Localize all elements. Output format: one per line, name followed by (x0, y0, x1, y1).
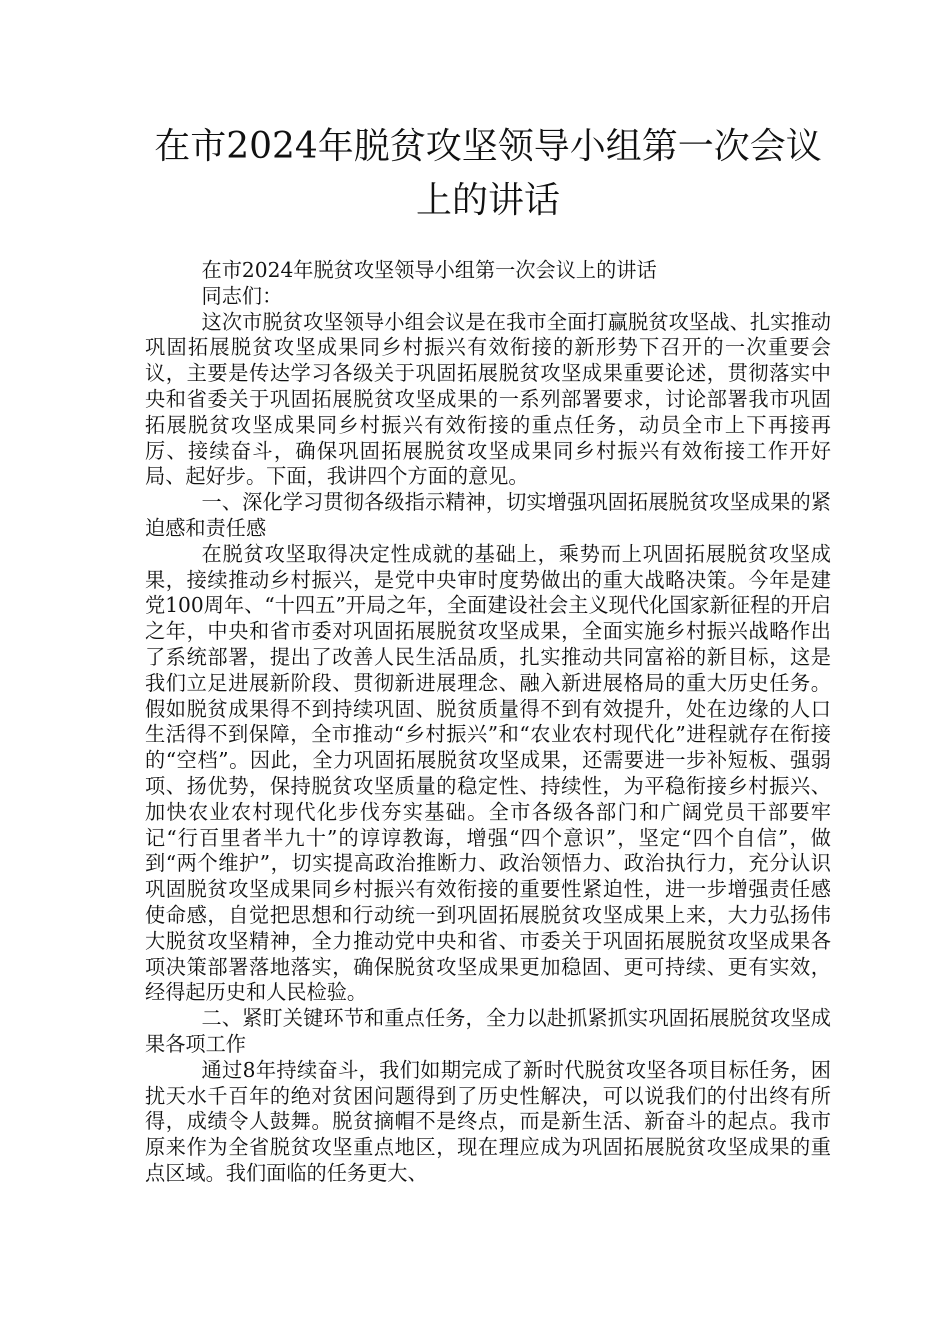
paragraph-intro: 这次市脱贫攻坚领导小组会议是在我市全面打赢脱贫攻坚战、扎实推动巩固拓展脱贫攻坚成果同乡村振兴有效衔接的新形势下召开的一次重要会议，主要是传达学习各级关于巩固拓展脱贫攻坚成果重要论述，贯彻落实中央和省委关于巩固拓展脱贫攻坚成果的一系列部署要求，讨论部署我市巩固拓展脱贫攻坚成果同乡村振兴有效衔接的重点任务，动员全市上下再接再厉、接续奋斗，确保巩固拓展脱贫攻坚成果同乡村振兴有效衔接工作开好局、起好步。下面，我讲四个方面的意见。 (145, 309, 831, 489)
document-body (145, 258, 831, 1187)
document-page (145, 120, 831, 1187)
section-heading-1: 一、深化学习贯彻各级指示精神，切实增强巩固拓展脱贫攻坚成果的紧迫感和责任感 (145, 490, 831, 540)
paragraph-section-2: 通过8年持续奋斗，我们如期完成了新时代脱贫攻坚各项目标任务，困扰天水千百年的绝对贫困问题得到了历史性解决，可以说我们的付出终有所得，成绩令人鼓舞。脱贫摘帽不是终点，而是新生活、新奋斗的起点。我市原来作为全省脱贫攻坚重点地区，现在理应成为巩固拓展脱贫攻坚成果的重点区域。我们面临的任务更大、 (145, 1057, 831, 1185)
paragraph-section-1: 在脱贫攻坚取得决定性成就的基础上，乘势而上巩固拓展脱贫攻坚成果，接续推动乡村振兴，是党中央审时度势做出的重大战略决策。今年是建党100周年、“十四五”开局之年，全面建设社会主义现代化国家新征程的开启之年，中央和省市委对巩固拓展脱贫攻坚成果，全面实施乡村振兴战略作出了系统部署，提出了改善人民生活品质，扎实推动共同富裕的新目标，这是我们立足进展新阶段、贯彻新进展理念、融入新进展格局的重大历史任务。假如脱贫成果得不到持续巩固、脱贫质量得不到有效提升，处在边缘的人口生活得不到保障，全市推动“乡村振兴”和“农业农村现代化”进程就存在衔接的“空档”。因此，全力巩固拓展脱贫攻坚成果，还需要进一步补短板、强弱项、扬优势，保持脱贫攻坚质量的稳定性、持续性，为平稳衔接乡村振兴、加快农业农村现代化步伐夯实基础。全市各级各部门和广阔党员干部要牢记“行百里者半九十”的谆谆教诲，增强“四个意识”，坚定“四个自信”，做到“两个维护”，切实提高政治推断力、政治领悟力、政治执行力，充分认识巩固脱贫攻坚成果同乡村振兴有效衔接的重要性紧迫性，进一步增强责任感使命感，自觉把思想和行动统一到巩固拓展脱贫攻坚成果上来，大力弘扬伟大脱贫攻坚精神，全力推动党中央和省、市委关于巩固拓展脱贫攻坚成果各项决策部署落地落实，确保脱贫攻坚成果更加稳固、更可持续、更有实效，经得起历史和人民检验。 (145, 541, 831, 1005)
section-heading-2: 二、紧盯关键环节和重点任务，全力以赴抓紧抓实巩固拓展脱贫攻坚成果各项工作 (145, 1006, 831, 1056)
paragraph-subtitle: 在市2024年脱贫攻坚领导小组第一次会议上的讲话 (201, 258, 657, 282)
paragraph-salutation: 同志们： (201, 283, 283, 308)
document-title: 在市2024年脱贫攻坚领导小组第一次会议上的讲话 (154, 126, 822, 221)
